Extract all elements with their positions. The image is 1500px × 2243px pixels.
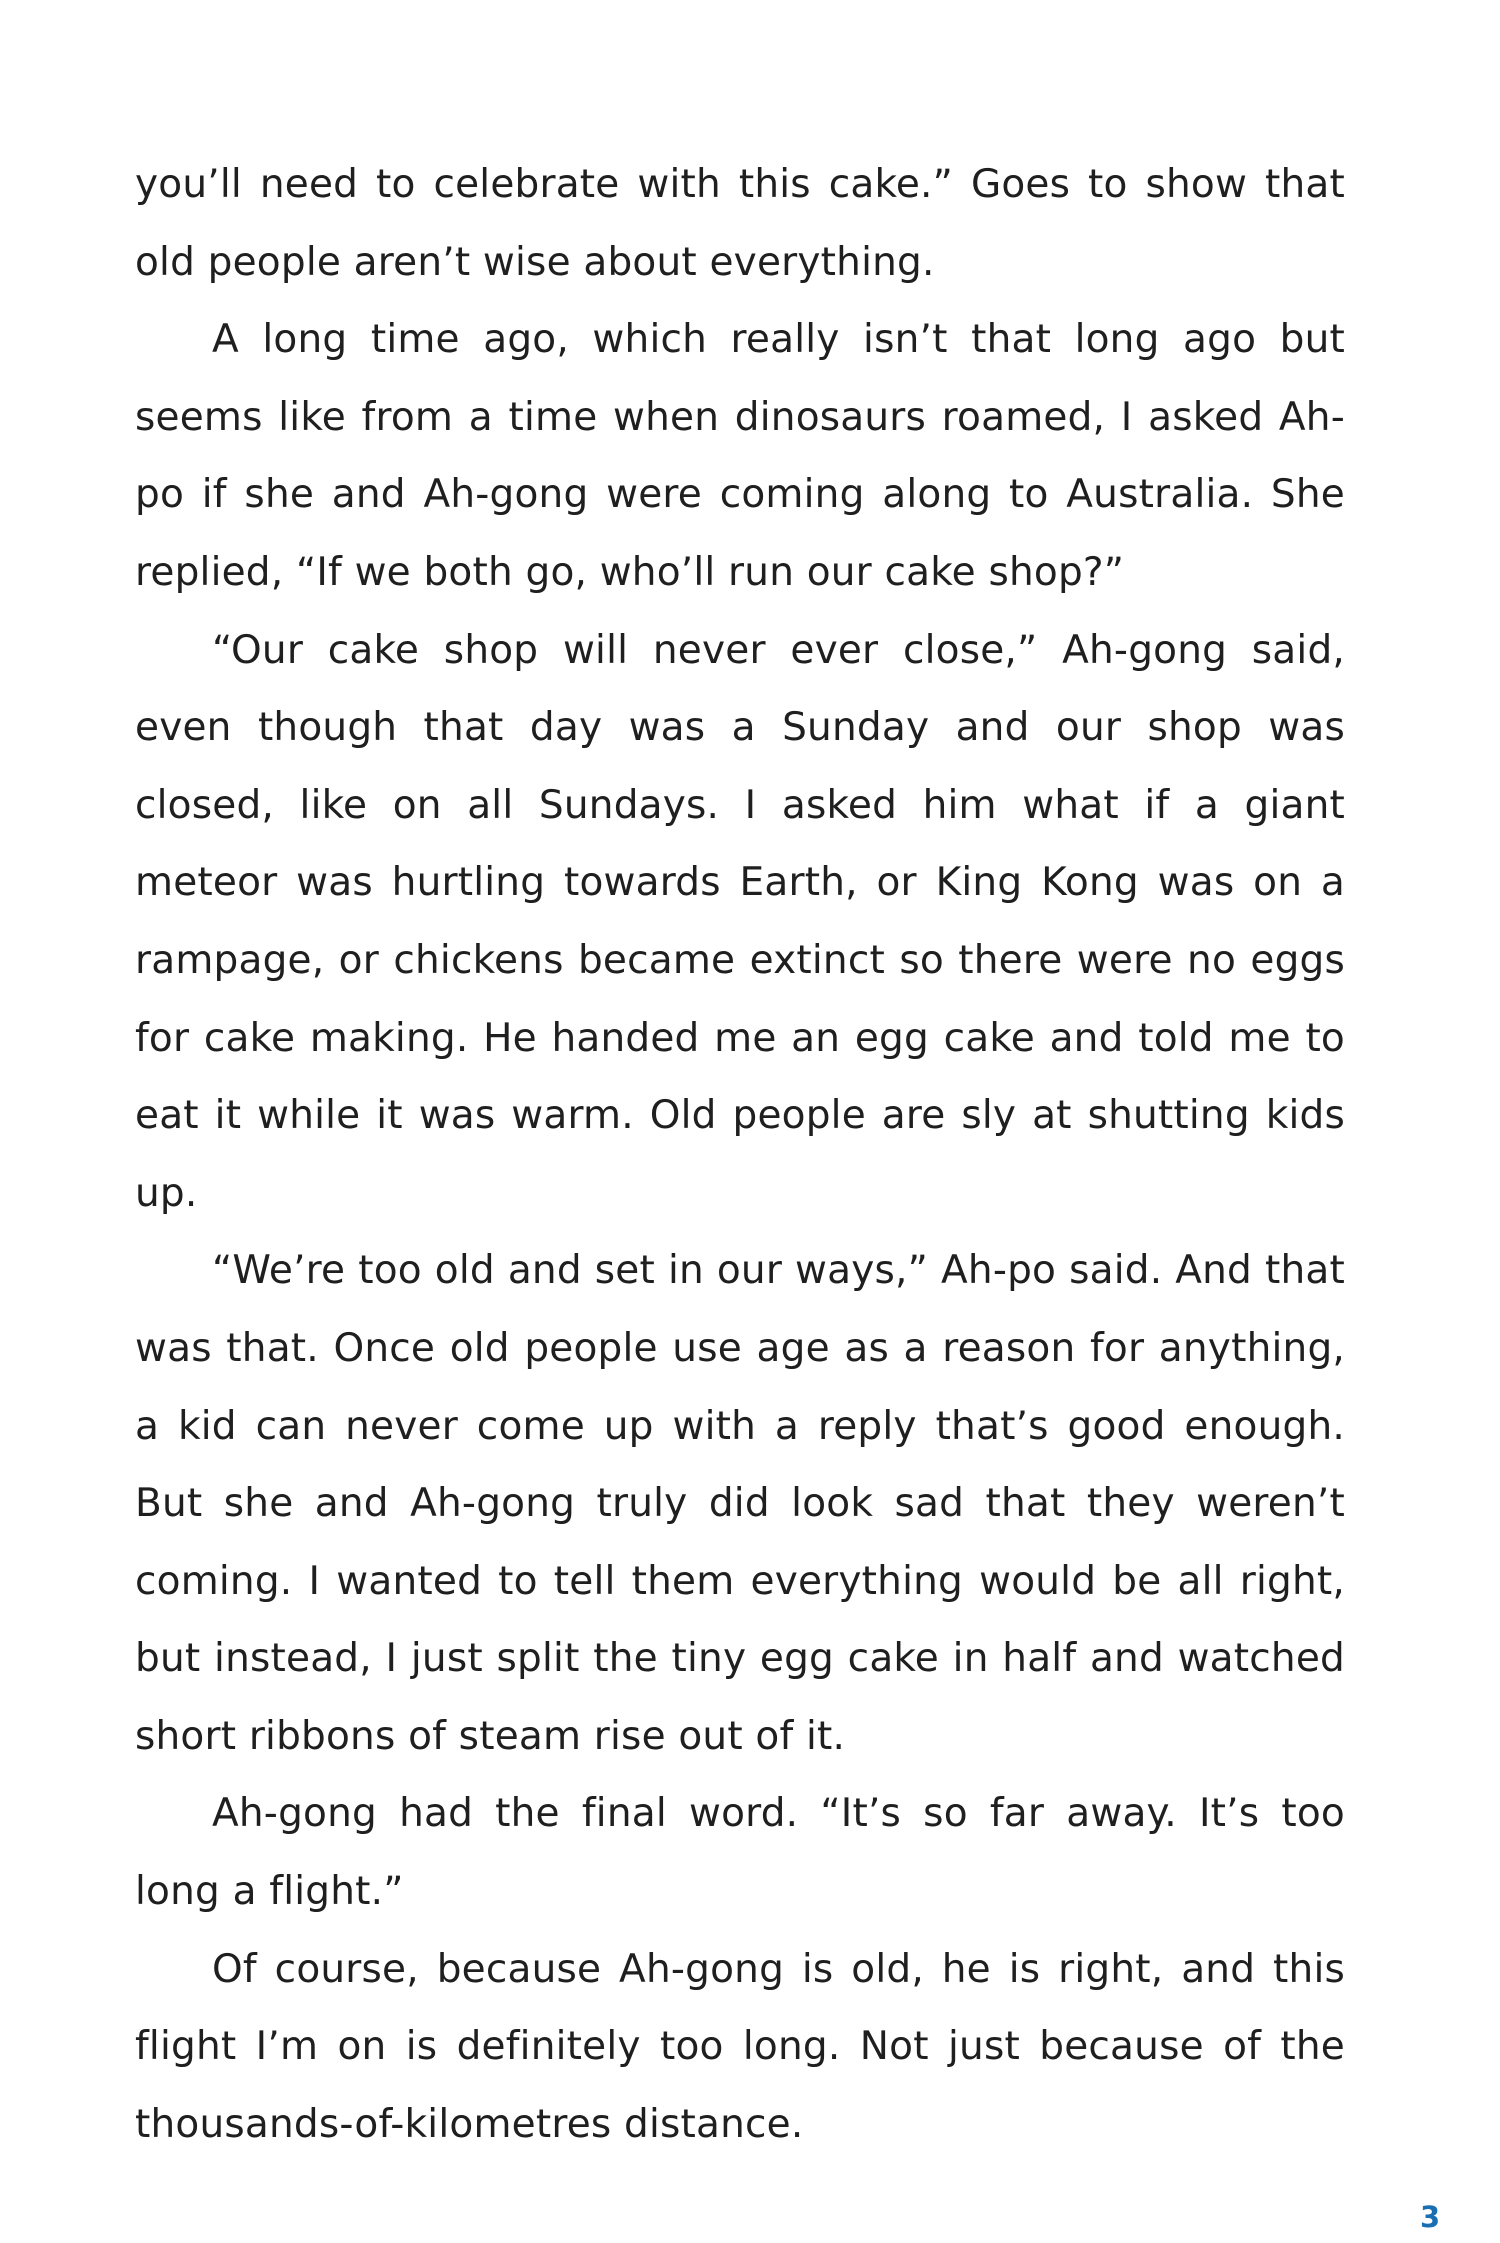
paragraph: “We’re too old and set in our ways,” Ah-po said. And that was that. Once old people use age as a reason for anything, a kid can never come up with a reply that’s good enough. But she and Ah-gong truly did look sad that they weren’t coming. I wanted to tell them everything would be all right, but instead, I just split the tiny egg cake in half and watched short ribbons of steam rise out of it.: [135, 1248, 1345, 1759]
page-number: 3: [1420, 2200, 1441, 2234]
paragraph: “Our cake shop will never ever close,” Ah-gong said, even though that day was a Sunday and our shop was closed, like on all Sundays. I asked him what if a giant meteor was hurtling towards Earth, or King Kong was on a rampage, or chickens became extinct so there were no eggs for cake making. He handed me an egg cake and told me to eat it while it was warm. Old people are sly at shutting kids up.: [135, 627, 1345, 1216]
body-text: [135, 146, 1345, 2163]
paragraph-continued: you’ll need to celebrate with this cake.” Goes to show that old people aren’t wise about everything.: [135, 162, 1345, 285]
paragraph: A long time ago, which really isn’t that long ago but seems like from a time when dinosaurs roamed, I asked Ah-po if she and Ah-gong were coming along to Australia. She replied, “If we both go, who’ll run our cake shop?”: [135, 317, 1345, 595]
paragraph: Ah-gong had the final word. “It’s so far away. It’s too long a flight.”: [135, 1791, 1345, 1915]
paragraph: Of course, because Ah-gong is old, he is right, and this flight I’m on is definitely too long. Not just because of the thousands-of-kilometres distance.: [135, 1946, 1345, 2147]
